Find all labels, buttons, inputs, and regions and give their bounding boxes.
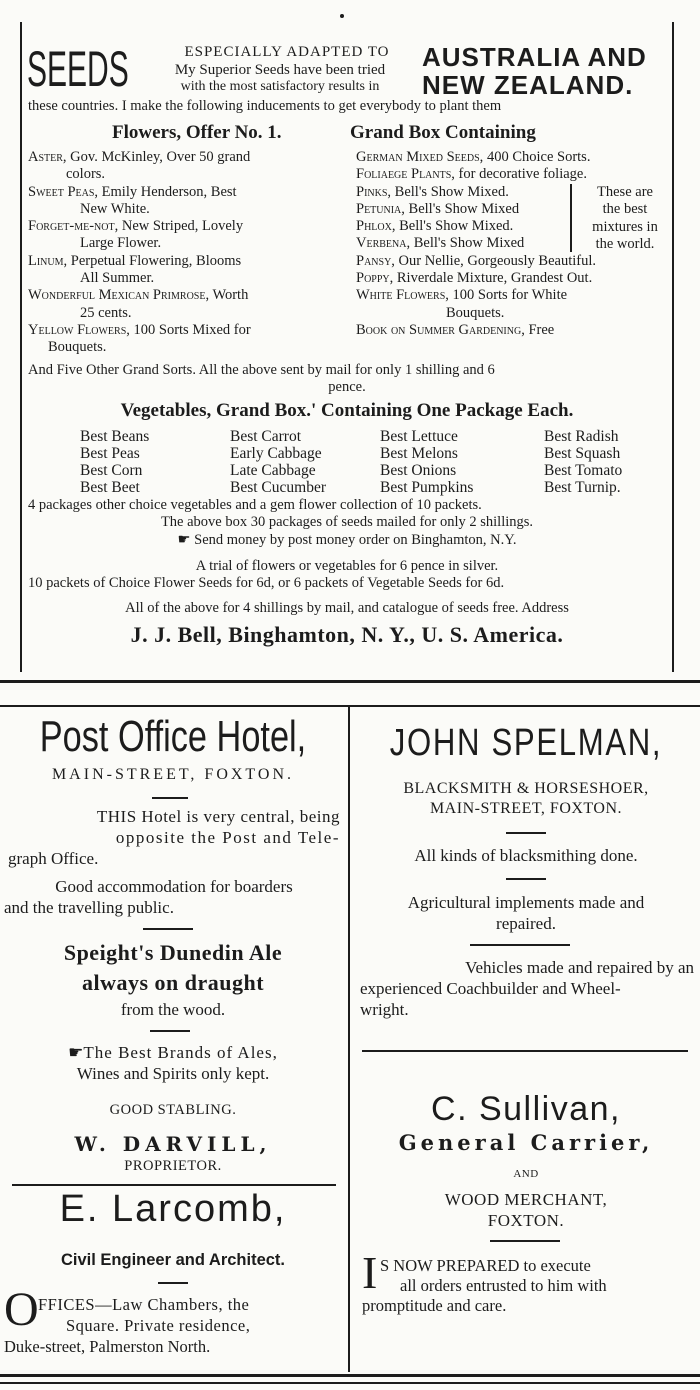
short-rule: [143, 928, 193, 930]
list-item-cont: All Summer.: [80, 270, 155, 287]
vegetables-line2: The above box 30 packages of seeds mailed for only 2 shillings.: [160, 514, 534, 530]
ale-line1: Speight's Dunedin Ale: [63, 940, 283, 965]
list-item: Verbena, Bell's Show Mixed: [356, 235, 525, 252]
seeds-signature: J. J. Bell, Binghamton, N. Y., U. S. America.: [130, 622, 564, 647]
larcomb-profession: Civil Engineer and Architect.: [60, 1251, 286, 1269]
divider-rule: [0, 705, 700, 707]
list-item: Pinks, Bell's Show Mixed.: [356, 183, 509, 200]
packets-line: 10 packets of Choice Flower Seeds for 6d, or 6 packets of Vegetable Seeds for 6d.: [28, 575, 505, 591]
spelman-line3: Vehicles made and repaired by an experienced Coachbuilder and Wheel- wright.: [360, 958, 694, 1019]
sullivan-name: C. Sullivan,: [431, 1090, 621, 1128]
trial-line: A trial of flowers or vegetables for 6 pence in silver.: [195, 558, 499, 574]
divider-rule: [362, 1050, 688, 1052]
seeds-intro-line2: My Superior Seeds have been tried: [174, 62, 386, 78]
short-rule: [490, 1240, 560, 1242]
proprietor-title: PROPRIETOR.: [124, 1158, 222, 1174]
list-item-cont: Large Flower.: [80, 235, 162, 252]
short-rule: [152, 797, 188, 799]
list-item: Book on Summer Gardening, Free: [356, 321, 555, 338]
ale-line2: always on draught: [81, 970, 265, 995]
list-item: Aster, Gov. McKinley, Over 50 grand: [28, 149, 251, 165]
seeds-countries-line1: AUSTRALIA AND: [422, 42, 647, 72]
divider-rule: [0, 1374, 700, 1377]
vegetables-heading: Vegetables, Grand Box.' Containing One Package Each.: [120, 400, 574, 421]
list-item: Best Carrot: [230, 428, 302, 445]
list-item: Pansy, Our Nellie, Gorgeously Beautiful.: [356, 252, 597, 269]
list-item-cont: 25 cents.: [80, 304, 132, 321]
list-item: Late Cabbage: [230, 462, 316, 479]
spelman-line1: All kinds of blacksmithing done.: [414, 846, 638, 865]
money-order-line: ☛ Send money by post money order on Binghamton, N.Y.: [177, 532, 517, 548]
list-item: Best Peas: [80, 445, 140, 462]
list-item: Wonderful Mexican Primrose, Worth: [28, 287, 249, 304]
list-item: Poppy, Riverdale Mixture, Grandest Out.: [356, 270, 593, 287]
list-item: Best Melons: [380, 445, 458, 462]
list-item: Phlox, Bell's Show Mixed.: [356, 218, 514, 235]
sullivan-and: AND: [513, 1168, 539, 1180]
list-item: Best Tomato: [544, 462, 623, 479]
list-item: Best Cucumber: [230, 479, 326, 496]
vegetables-col-1: [80, 428, 149, 496]
divider-rule: [0, 680, 700, 683]
list-item: Best Corn: [80, 462, 143, 479]
sullivan-initial: I: [362, 1247, 378, 1298]
other-sorts-line: And Five Other Grand Sorts. All the above sent by mail for only 1 shilling and 6: [28, 362, 495, 378]
stabling-line: GOOD STABLING.: [109, 1102, 237, 1118]
other-sorts-cont: pence.: [328, 379, 366, 395]
list-item-cont: Bouquets.: [446, 304, 505, 321]
list-item: Linum, Perpetual Flowering, Blooms: [28, 252, 242, 269]
post-office-accommodation: Good accommodation for boarders and the travelling public.: [4, 877, 293, 917]
larcomb-body: FFICES—Law Chambers, the Square. Private residence, Duke-street, Palmerston North.: [4, 1295, 251, 1356]
spelman-trade: BLACKSMITH & HORSESHOER,: [403, 780, 649, 797]
vegetables-line1: 4 packages other choice vegetables and a gem flower collection of 10 packets.: [28, 497, 482, 513]
list-item-cont: colors.: [66, 166, 106, 183]
vegetables-col-3: [380, 428, 473, 496]
list-item: Best Lettuce: [380, 428, 458, 445]
brands-line: ☛The Best Brands of Ales, Wines and Spirits only kept.: [68, 1043, 278, 1083]
short-rule: [158, 1282, 188, 1284]
pointing-hand-icon: ☛: [68, 1043, 84, 1062]
list-item: Foliaege Plants, for decorative foliage.: [356, 166, 587, 183]
short-rule: [506, 878, 546, 880]
list-item: Best Pumpkins: [380, 479, 474, 496]
spelman-line2: Agricultural implements made and repaired.: [407, 893, 645, 933]
list-item: Sweet Peas, Emily Henderson, Best: [28, 183, 237, 200]
list-item-cont: Bouquets.: [48, 339, 107, 356]
seeds-countries-line2: NEW ZEALAND.: [422, 70, 634, 100]
seeds-advertisement: [20, 22, 674, 672]
catalogue-line: All of the above for 4 shillings by mail, and catalogue of seeds free. Address: [125, 600, 569, 616]
divider-rule: [12, 1184, 336, 1186]
flowers-heading: Flowers, Offer No. 1.: [112, 122, 282, 143]
list-item: Best Onions: [380, 462, 457, 479]
grand-box-heading: Grand Box Containing: [350, 122, 536, 143]
spelman-address: MAIN-STREET, FOXTON.: [429, 800, 623, 817]
list-item: Yellow Flowers, 100 Sorts Mixed for: [28, 321, 251, 338]
short-rule: [150, 1030, 190, 1032]
post-office-body: THIS Hotel is very central, being opposite the Post and Tele- graph Office.: [8, 807, 340, 868]
list-item: Best Turnip.: [544, 479, 621, 496]
sullivan-trade: General Carrier,: [398, 1130, 654, 1155]
vegetables-col-4: [544, 428, 622, 496]
larcomb-name: E. Larcomb,: [59, 1188, 287, 1230]
sullivan-town: FOXTON.: [487, 1211, 565, 1230]
vegetables-col-2: [230, 428, 326, 496]
seeds-intro-line3: with the most satisfactory results in: [180, 79, 380, 94]
list-item: White Flowers, 100 Sorts for White: [356, 287, 568, 304]
short-rule: [470, 944, 570, 946]
list-item: Best Squash: [544, 445, 621, 462]
list-item: Petunia, Bell's Show Mixed: [356, 200, 520, 217]
ale-line3: from the wood.: [120, 1000, 226, 1019]
list-item: German Mixed Seeds, 400 Choice Sorts.: [356, 149, 591, 165]
seeds-headline: SEEDS: [27, 41, 129, 97]
list-item: Best Beans: [80, 428, 150, 445]
sullivan-body: S NOW PREPARED to execute all orders entrusted to him with promptitude and care.: [362, 1256, 607, 1315]
best-mixtures-divider: [570, 184, 572, 252]
flowers-left-list: [28, 149, 348, 357]
spelman-name: JOHN SPELMAN,: [389, 722, 663, 764]
proprietor-name: W. DARVILL,: [74, 1132, 272, 1156]
pointing-hand-icon: ☛: [177, 532, 195, 548]
column-divider: [348, 707, 350, 1372]
short-rule: [506, 832, 546, 834]
post-office-title: Post Office Hotel,: [39, 712, 307, 761]
post-office-address: MAIN-STREET, FOXTON.: [51, 766, 295, 783]
larcomb-initial: O: [4, 1283, 39, 1336]
top-dot: [340, 14, 344, 18]
list-item: Best Beet: [80, 479, 140, 496]
best-mixtures-note: These are the best mixtures in the world.: [592, 184, 658, 252]
list-item: Forget-me-not, New Striped, Lovely: [28, 218, 244, 235]
sullivan-trade2: WOOD MERCHANT,: [444, 1190, 608, 1209]
list-item-cont: New White.: [80, 200, 150, 217]
list-item: Best Radish: [544, 428, 619, 445]
list-item: Early Cabbage: [230, 445, 322, 462]
divider-rule: [0, 1382, 700, 1384]
seeds-intro-line1: ESPECIALLY ADAPTED TO: [184, 44, 390, 60]
seeds-intro-line4: these countries. I make the following inducements to get everybody to plant them: [28, 98, 502, 114]
